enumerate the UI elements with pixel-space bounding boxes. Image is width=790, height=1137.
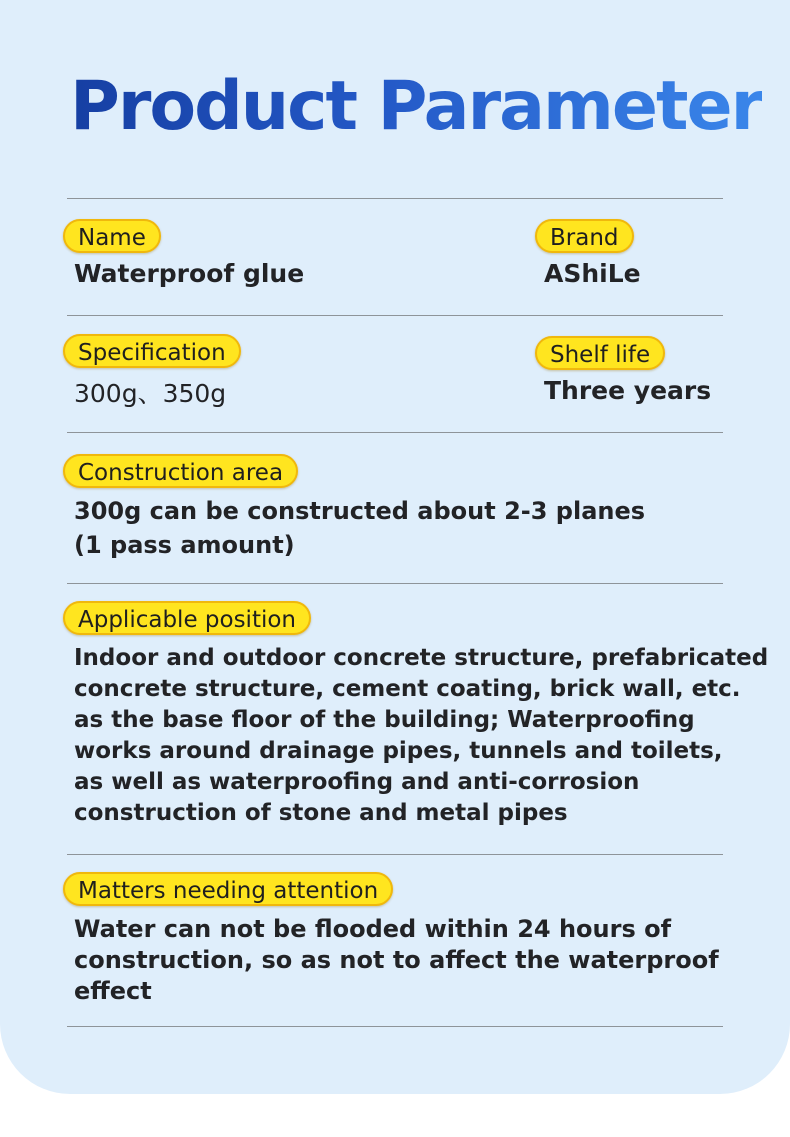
applicable-position-label-badge: Applicable position	[63, 601, 311, 635]
matters-needing-attention-value	[74, 914, 719, 1007]
divider	[67, 583, 723, 584]
applicable-position-value	[74, 643, 768, 829]
text-line: concrete structure, cement coating, brick wall, etc.	[74, 676, 741, 702]
shelf-life-label-badge: Shelf life	[535, 336, 665, 370]
text-line: works around drainage pipes, tunnels and toilets,	[74, 738, 723, 764]
text-line: as well as waterproofing and anti-corrosion	[74, 769, 640, 795]
text-line: 300g can be constructed about 2-3 planes	[74, 497, 646, 525]
text-line: effect	[74, 977, 152, 1005]
text-line: Water can not be flooded within 24 hours of	[74, 915, 672, 943]
shelf-life-value: Three years	[544, 376, 712, 405]
matters-needing-attention-label-badge: Matters needing attention	[63, 872, 393, 906]
divider	[67, 198, 723, 199]
divider	[67, 432, 723, 433]
divider	[67, 315, 723, 316]
text-line: construction of stone and metal pipes	[74, 800, 568, 826]
text-line: as the base floor of the building; Waterproofing	[74, 707, 695, 733]
specification-value: 300g、350g	[74, 379, 227, 408]
construction-area-value	[74, 494, 645, 562]
construction-area-label-badge: Construction area	[63, 454, 298, 488]
name-label-badge: Name	[63, 219, 161, 253]
page-title: Product Parameter	[70, 67, 763, 146]
specification-label-badge: Specification	[63, 334, 241, 368]
brand-value: AShiLe	[544, 259, 641, 288]
text-line: construction, so as not to affect the waterproof	[74, 946, 719, 974]
text-line: (1 pass amount)	[74, 531, 295, 559]
divider	[67, 1026, 723, 1027]
text-line: Indoor and outdoor concrete structure, prefabricated	[74, 645, 769, 671]
name-value: Waterproof glue	[74, 259, 305, 288]
brand-label-badge: Brand	[535, 219, 634, 253]
divider	[67, 854, 723, 855]
